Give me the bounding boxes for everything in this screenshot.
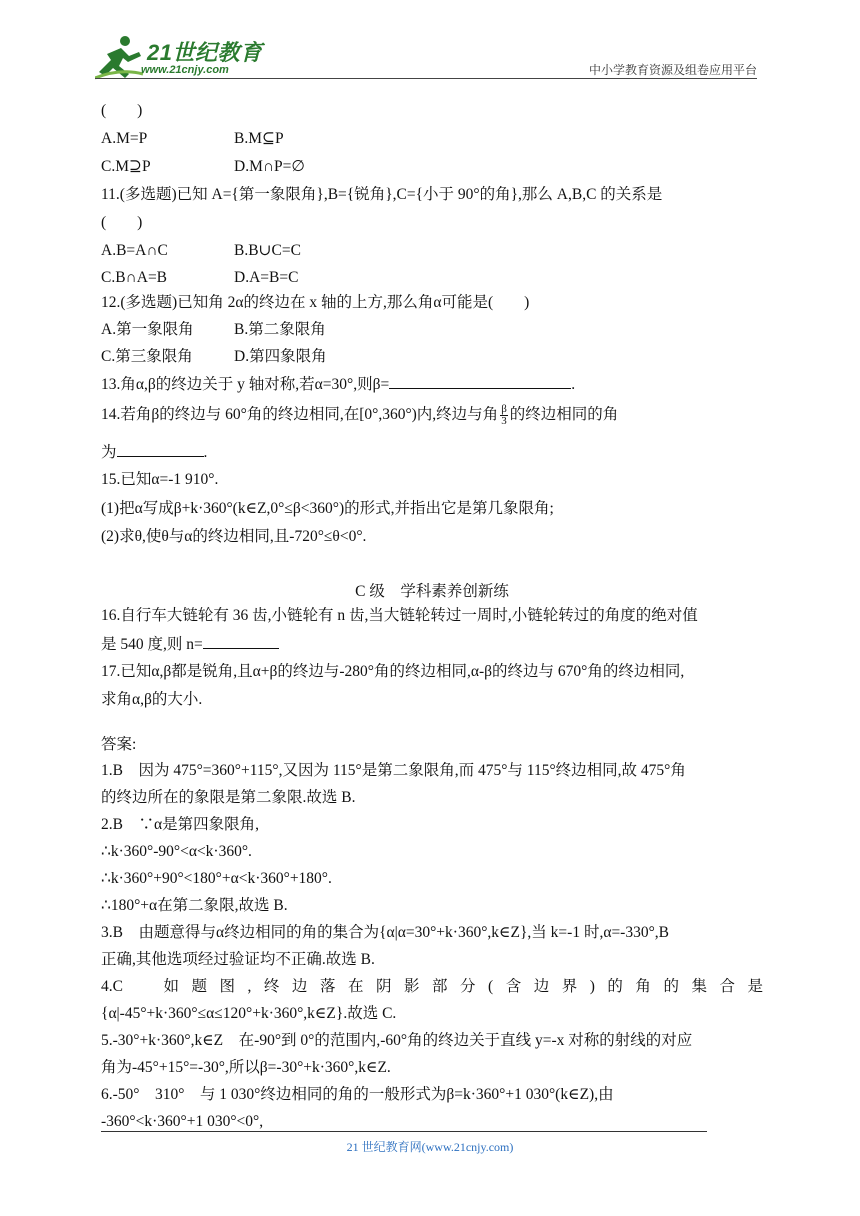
question-15-part-2: (2)求θ,使θ与α的终边相同,且-720°≤θ<0°.	[101, 528, 367, 545]
answer-blank	[203, 634, 279, 649]
option-d: D.第四象限角	[234, 348, 327, 365]
platform-title: 中小学教育资源及组卷应用平台	[588, 63, 757, 77]
question-12: 12.(多选题)已知角 2α的终边在 x 轴的上方,那么角α可能是( )	[101, 294, 530, 311]
text-line: ( )	[101, 102, 143, 119]
question-13	[101, 374, 575, 395]
answer-blank	[389, 374, 571, 389]
text-span: 为	[101, 444, 117, 461]
text-span: 是 540 度,则 n=	[101, 636, 203, 653]
question-14	[101, 404, 618, 427]
header-divider	[95, 78, 757, 79]
question-13-text: 13.角α,β的终边关于 y 轴对称,若α=30°,则β=	[101, 376, 390, 393]
fraction-numerator: β	[501, 403, 507, 415]
option-a: A.B=A∩C	[101, 242, 168, 259]
option-c: C.M⊇P	[101, 158, 151, 175]
answer-2: 2.B ∵α是第四象限角,	[101, 816, 259, 833]
question-16: 16.自行车大链轮有 36 齿,小链轮有 n 齿,当大链轮转过一周时,小链轮转过的角度的绝对值	[101, 607, 698, 624]
text-line	[101, 634, 279, 655]
footer-divider	[101, 1131, 707, 1132]
text-line: -360°<k·360°+1 030°<0°,	[101, 1113, 264, 1130]
answer-1: 1.B 因为 475°=360°+115°,又因为 115°是第二象限角,而 475°与 115°终边相同,故 475°角	[101, 762, 686, 779]
option-b: B.M⊆P	[234, 130, 284, 147]
text-line: ∴k·360°-90°<α<k·360°.	[101, 843, 252, 860]
answers-heading: 答案:	[101, 736, 137, 753]
question-14-text: 14.若角β的终边与 60°角的终边相同,在[0°,360°)内,终边与角	[101, 406, 499, 424]
period: .	[203, 444, 208, 461]
option-c: C.B∩A=B	[101, 269, 168, 286]
answer-4: 4.C 如题图,终边落在阴影部分(含边界)的角的集合是	[101, 978, 763, 995]
question-15: 15.已知α=-1 910°.	[101, 471, 219, 488]
logo-text: 21世纪教育	[147, 40, 263, 65]
page-header	[95, 34, 757, 80]
section-heading: C 级 学科素养创新练	[355, 583, 509, 600]
logo	[95, 34, 265, 80]
text-line: ∴180°+α在第二象限,故选 B.	[101, 897, 288, 914]
fraction	[500, 404, 508, 427]
text-line: ( )	[101, 214, 143, 231]
answer-3: 3.B 由题意得与α终边相同的角的集合为{α|α=30°+k·360°,k∈Z},当 k=-1 时,α=-330°,B	[101, 924, 670, 941]
text-line: 求角α,β的大小.	[101, 691, 203, 708]
text-line: 正确,其他选项经过验证均不正确.故选 B.	[101, 951, 375, 968]
period: .	[571, 376, 576, 393]
question-14-text-end: 的终边相同的角	[509, 406, 619, 424]
option-c: C.第三象限角	[101, 348, 193, 365]
option-a: A.第一象限角	[101, 321, 194, 338]
text-line: 角为-45°+15°=-30°,所以β=-30°+k·360°,k∈Z.	[101, 1059, 391, 1076]
runner-logo-icon	[95, 34, 145, 80]
question-11: 11.(多选题)已知 A={第一象限角},B={锐角},C={小于 90°的角},那么 A,B,C 的关系是	[101, 186, 663, 203]
question-17: 17.已知α,β都是锐角,且α+β的终边与-280°角的终边相同,α-β的终边与 670°角的终边相同,	[101, 663, 685, 680]
text-line: ∴k·360°+90°<180°+α<k·360°+180°.	[101, 870, 332, 887]
option-d: D.M∩P=∅	[234, 158, 305, 175]
option-d: D.A=B=C	[234, 269, 299, 286]
logo-url: www.21cnjy.com	[141, 64, 229, 76]
fraction-denominator: 3	[501, 415, 507, 427]
option-b: B.第二象限角	[234, 321, 326, 338]
answer-blank	[117, 442, 204, 457]
text-line: 的终边所在的象限是第二象限.故选 B.	[101, 789, 356, 806]
page-footer: 21 世纪教育网(www.21cnjy.com)	[346, 1140, 514, 1154]
option-a: A.M=P	[101, 130, 148, 147]
answer-6: 6.-50° 310° 与 1 030°终边相同的角的一般形式为β=k·360°+1 030°(k∈Z),由	[101, 1086, 614, 1103]
answer-5: 5.-30°+k·360°,k∈Z 在-90°到 0°的范围内,-60°角的终边关于直线 y=-x 对称的射线的对应	[101, 1032, 693, 1049]
text-line: {α|-45°+k·360°≤α≤120°+k·360°,k∈Z}.故选 C.	[101, 1005, 397, 1022]
question-15-part-1: (1)把α写成β+k·360°(k∈Z,0°≤β<360°)的形式,并指出它是第几象限角;	[101, 500, 554, 517]
option-b: B.B∪C=C	[234, 242, 301, 259]
text-line	[101, 442, 207, 463]
